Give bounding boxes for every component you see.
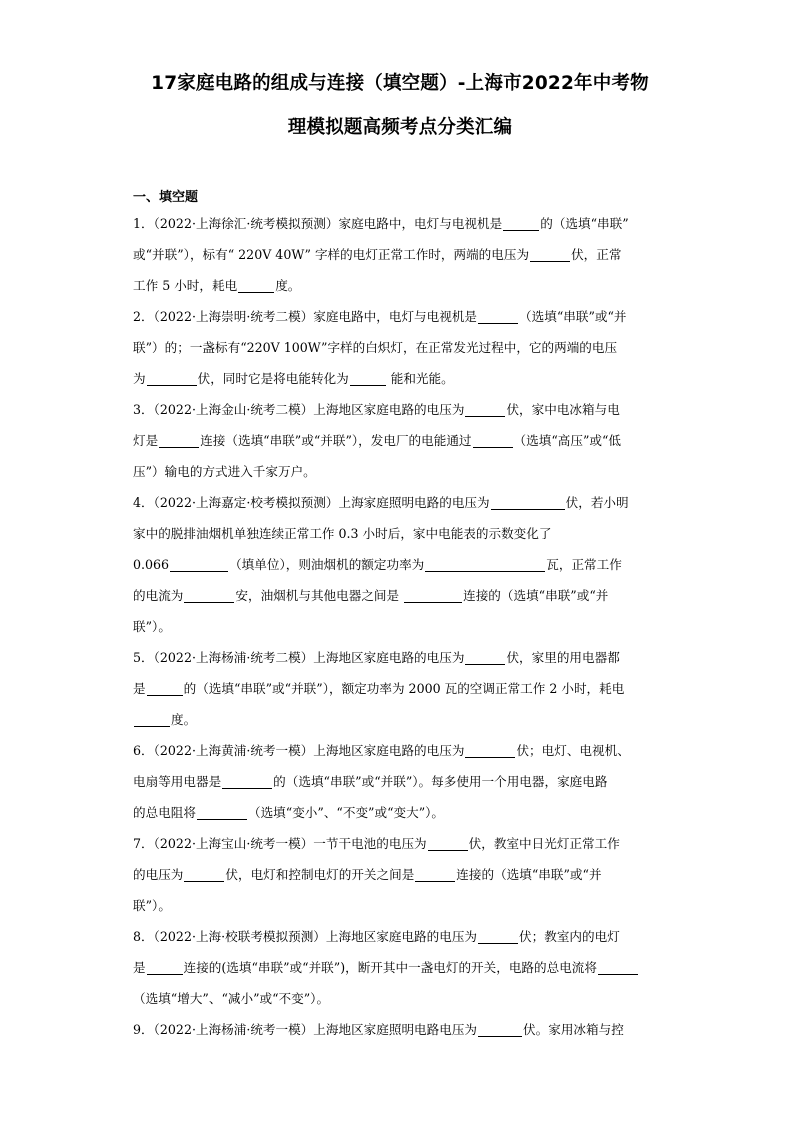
question-line: 9．（2022·上海杨浦·统考一模）上海地区家庭照明电路电压为 伏。家用冰箱与控 <box>133 1022 624 1037</box>
question-line: 的总电阻将 （选填“变小”、“不变”或“变大”）。 <box>133 805 445 820</box>
answer-blank[interactable] <box>184 588 234 603</box>
question-line: 5．（2022·上海杨浦·统考二模）上海地区家庭电路的电压为 伏，家里的用电器都 <box>133 650 620 665</box>
question-8 <box>133 921 668 1014</box>
question-line: 电扇等用电器是 的（选填“串联”或“并联”）。每多使用一个用电器，家庭电路 <box>133 774 608 789</box>
answer-blank[interactable] <box>428 836 468 851</box>
answer-blank[interactable] <box>478 309 518 324</box>
question-line: 压”）输电的方式进入千家万户。 <box>133 464 316 479</box>
question-line: 4．（2022·上海嘉定·校考模拟预测）上海家庭照明电路的电压为 伏，若小明 <box>133 495 629 510</box>
answer-blank[interactable] <box>147 371 197 386</box>
question-line: 联”）的；一盏标有“220V 100W”字样的白炽灯，在正常发光过程中，它的两端的电压 <box>133 340 618 355</box>
answer-blank[interactable] <box>478 929 518 944</box>
answer-blank[interactable] <box>350 371 386 386</box>
question-9 <box>133 1014 668 1045</box>
answer-blank[interactable] <box>598 960 638 975</box>
answer-blank[interactable] <box>425 557 545 572</box>
question-line: 的电压为 伏，电灯和控制电灯的开关之间是 连接的（选填“串联”或“并 <box>133 867 602 882</box>
question-3 <box>133 394 668 487</box>
answer-blank[interactable] <box>147 960 183 975</box>
answer-blank[interactable] <box>197 805 247 820</box>
answer-blank[interactable] <box>159 433 199 448</box>
question-line: 为 伏，同时它是将电能转化为 能和光能。 <box>133 371 454 386</box>
question-line: 3．（2022·上海金山·统考二模）上海地区家庭电路的电压为 伏，家中电冰箱与电 <box>133 402 620 417</box>
question-line: 7．（2022·上海宝山·统考一模）一节干电池的电压为 伏，教室中日光灯正常工作 <box>133 836 620 851</box>
question-line: 工作 5 小时，耗电 度。 <box>133 278 301 293</box>
question-list <box>133 208 668 1045</box>
question-line: 的电流为 安，油烟机与其他电器之间是 连接的（选填“串联”或“并 <box>133 588 609 603</box>
question-line: 0.066 （填单位），则油烟机的额定功率为 瓦，正常工作 <box>133 557 622 572</box>
question-line: 2．（2022·上海崇明·统考二模）家庭电路中，电灯与电视机是 （选填“串联”或“并 <box>133 309 627 324</box>
question-line: 6．（2022·上海黄浦·统考一模）上海地区家庭电路的电压为 伏；电灯、电视机、 <box>133 743 630 758</box>
title-line-1: 17家庭电路的组成与连接（填空题）-上海市2022年中考物 <box>151 73 649 94</box>
answer-blank[interactable] <box>238 278 274 293</box>
question-line: 度。 <box>133 704 668 735</box>
answer-blank[interactable] <box>465 402 505 417</box>
answer-blank[interactable] <box>415 867 455 882</box>
answer-blank[interactable] <box>134 712 170 727</box>
question-line: 灯是 连接（选填“串联”或“并联”），发电厂的电能通过 （选填“高压”或“低 <box>133 433 622 448</box>
question-line: 联”）。 <box>133 619 171 634</box>
answer-blank[interactable] <box>404 588 462 603</box>
question-4 <box>133 487 668 642</box>
question-line: 家中的脱排油烟机单独连续正常工作 0.3 小时后，家中电能表的示数变化了 <box>133 526 552 541</box>
answer-blank[interactable] <box>465 743 515 758</box>
answer-blank[interactable] <box>170 557 228 572</box>
title-line-2: 理模拟题高频考点分类汇编 <box>287 117 513 138</box>
document-title <box>120 62 680 150</box>
section-heading: 一、填空题 <box>133 190 199 205</box>
answer-blank[interactable] <box>184 867 224 882</box>
question-2 <box>133 301 668 394</box>
question-line: 1．（2022·上海徐汇·统考模拟预测）家庭电路中，电灯与电视机是 的（选填“串联” <box>133 216 629 231</box>
answer-blank[interactable] <box>503 216 539 231</box>
question-line: 8．（2022·上海·校联考模拟预测）上海地区家庭电路的电压为 伏；教室内的电灯 <box>133 929 620 944</box>
question-1 <box>133 208 668 301</box>
answer-blank[interactable] <box>465 650 505 665</box>
question-line: 联”）。 <box>133 898 171 913</box>
question-line: （选填“增大”、“减小”或“不变”）。 <box>133 991 330 1006</box>
question-line: 是 的（选填“串联”或“并联”），额定功率为 2000 瓦的空调正常工作 2 小时，耗电 <box>133 681 625 696</box>
question-7 <box>133 828 668 921</box>
answer-blank[interactable] <box>478 1022 522 1037</box>
question-line: 是 连接的(选填“串联”或“并联”)，断开其中一盏电灯的开关，电路的总电流将 <box>133 952 668 983</box>
question-5 <box>133 642 668 735</box>
answer-blank[interactable] <box>491 495 565 510</box>
answer-blank[interactable] <box>473 433 513 448</box>
answer-blank[interactable] <box>147 681 183 696</box>
question-6 <box>133 735 668 828</box>
answer-blank[interactable] <box>530 247 570 262</box>
answer-blank[interactable] <box>222 774 272 789</box>
question-line: 或“并联”），标有“ 220V 40W” 字样的电灯正常工作时，两端的电压为 伏，正常 <box>133 247 622 262</box>
